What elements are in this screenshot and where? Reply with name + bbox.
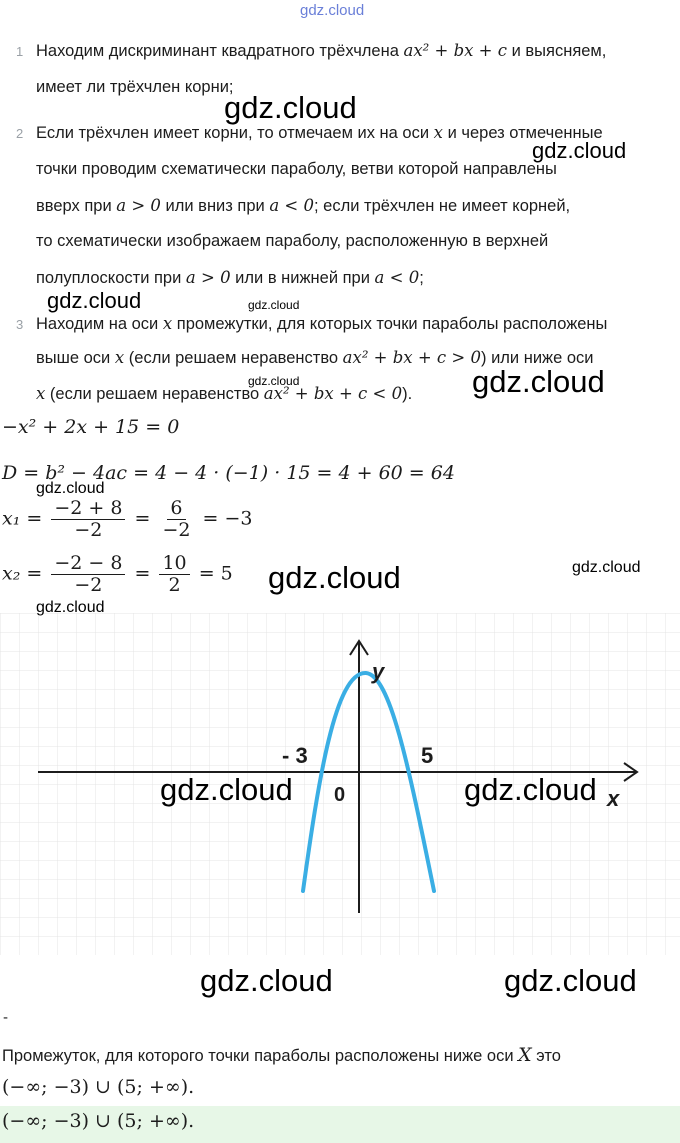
watermark: gdz.cloud bbox=[248, 298, 300, 312]
step-3-text-after: промежутки, для которых точки параболы расположены bbox=[176, 315, 608, 333]
step-3-var-x-3: x bbox=[36, 384, 46, 403]
root-2-result: = 5 bbox=[198, 562, 233, 585]
step-number-2: 2 bbox=[16, 126, 24, 141]
step-2-line-5 bbox=[36, 268, 424, 288]
step-2-line-2: точки проводим схематически параболу, ветви которой направлены bbox=[36, 160, 557, 178]
conclusion-text-after: это bbox=[536, 1047, 561, 1065]
root-1-equals: = bbox=[134, 507, 151, 530]
step-3-text-e: ). bbox=[402, 385, 413, 403]
root-1-denominator: −2 bbox=[74, 518, 103, 541]
step-1-expression: ax² + bx + c bbox=[403, 41, 507, 60]
y-axis-label: y bbox=[372, 659, 385, 684]
root-1-denominator-2: −2 bbox=[162, 518, 191, 541]
watermark: gdz.cloud bbox=[47, 288, 142, 313]
step-3-var-x-2: x bbox=[114, 348, 125, 367]
step-2-condition-3: a > 0 bbox=[185, 268, 231, 287]
step-1-text: Находим дискриминант квадратного трёхчлена bbox=[36, 42, 399, 60]
root-2-numerator: −2 − 8 bbox=[51, 553, 125, 575]
watermark: gdz.cloud bbox=[268, 560, 401, 595]
conclusion-interval: (−∞; −3) ∪ (5; +∞). bbox=[2, 1076, 195, 1098]
step-3-text-d: (если решаем неравенство bbox=[49, 385, 260, 403]
root-2-numerator-2: 10 bbox=[159, 553, 189, 575]
root-2-label: x₂ = bbox=[2, 562, 43, 585]
watermark: gdz.cloud bbox=[504, 963, 637, 998]
step-3-text-b: (если решаем неравенство bbox=[128, 349, 339, 367]
step-3-var-x: x bbox=[162, 314, 173, 333]
root-1-label: x₁ = bbox=[2, 507, 43, 530]
step-3-text: Находим на оси bbox=[36, 315, 159, 333]
conclusion-text: Промежуток, для которого точки параболы расположены ниже оси bbox=[2, 1047, 514, 1065]
watermark: gdz.cloud bbox=[532, 138, 627, 163]
root-1-result: = −3 bbox=[202, 507, 253, 530]
root-1-fraction bbox=[51, 498, 125, 541]
step-number-1: 1 bbox=[16, 44, 24, 59]
equation-quadratic: −x² + 2x + 15 = 0 bbox=[2, 416, 180, 438]
watermark: gdz.cloud bbox=[224, 90, 357, 125]
root-2-fraction bbox=[51, 553, 125, 596]
step-2-text-e: или в нижней при bbox=[235, 269, 370, 287]
step-2-line-3 bbox=[36, 196, 570, 216]
step-3-expression-lt: ax² + bx + c < 0 bbox=[263, 384, 403, 403]
step-2-text: Если трёхчлен имеет корни, то отмечаем их на оси bbox=[36, 124, 430, 142]
conclusion-line bbox=[2, 1044, 561, 1066]
step-1-line-1 bbox=[36, 41, 606, 61]
step-2-line-4: то схематически изображаем параболу, расположенную в верхней bbox=[36, 232, 549, 250]
watermark: gdz.cloud bbox=[572, 559, 641, 576]
root-1-numerator: −2 + 8 bbox=[51, 498, 125, 520]
answer-box bbox=[0, 1106, 680, 1143]
watermark: gdz.cloud bbox=[200, 963, 333, 998]
step-3-text-a: выше оси bbox=[36, 349, 111, 367]
conclusion-axis-var: X bbox=[518, 1044, 532, 1066]
step-2-text-f: ; bbox=[419, 269, 424, 287]
step-2-condition-1: a > 0 bbox=[116, 196, 161, 215]
step-2-text-after: и через отмеченные bbox=[447, 124, 603, 142]
watermark: gdz.cloud bbox=[36, 599, 105, 616]
site-logo[interactable]: gdz.cloud bbox=[300, 2, 365, 19]
step-3-line-1 bbox=[36, 314, 607, 334]
root-2-denominator-2: 2 bbox=[168, 573, 181, 596]
step-2-text-c: ; если трёхчлен не имеет корней, bbox=[314, 197, 571, 215]
equation-root-2 bbox=[2, 553, 233, 596]
origin-label: 0 bbox=[334, 784, 346, 806]
answer-text: (−∞; −3) ∪ (5; +∞). bbox=[2, 1110, 195, 1132]
watermark: gdz.cloud bbox=[248, 374, 300, 388]
step-number-3: 3 bbox=[16, 317, 24, 332]
step-2-condition-2: a < 0 bbox=[269, 196, 314, 215]
step-2-line-1 bbox=[36, 123, 603, 143]
root-label-right: 5 bbox=[421, 743, 434, 768]
step-2-condition-4: a < 0 bbox=[374, 268, 420, 287]
step-1-line-2: имеет ли трёхчлен корни; bbox=[36, 78, 234, 96]
step-3-text-c: ) или ниже оси bbox=[480, 349, 594, 367]
step-2-text-d: полуплоскости при bbox=[36, 269, 182, 287]
step-2-var-x: x bbox=[433, 123, 443, 142]
root-1-numerator-2: 6 bbox=[167, 498, 185, 520]
divider-dash: - bbox=[3, 1010, 9, 1026]
step-3-line-3 bbox=[36, 384, 412, 404]
watermark: gdz.cloud bbox=[36, 480, 105, 497]
root-2-equals: = bbox=[134, 562, 151, 585]
equation-root-1 bbox=[2, 498, 253, 541]
step-2-text-a: вверх при bbox=[36, 197, 112, 215]
root-2-denominator: −2 bbox=[74, 573, 103, 596]
step-3-expression-gt: ax² + bx + c > 0 bbox=[342, 348, 481, 367]
root-1-fraction-2 bbox=[159, 498, 193, 541]
watermark: gdz.cloud bbox=[464, 772, 597, 807]
root-label-left: - 3 bbox=[282, 743, 308, 768]
watermark: gdz.cloud bbox=[472, 364, 605, 399]
x-axis-label: x bbox=[607, 786, 620, 811]
step-2-text-b: или вниз при bbox=[165, 197, 265, 215]
root-2-fraction-2 bbox=[159, 553, 189, 596]
watermark: gdz.cloud bbox=[160, 772, 293, 807]
step-1-text-after: и выясняем, bbox=[511, 42, 607, 60]
equation-discriminant: D = b² − 4ac = 4 − 4 · (−1) · 15 = 4 + 60 = 64 bbox=[2, 462, 455, 484]
